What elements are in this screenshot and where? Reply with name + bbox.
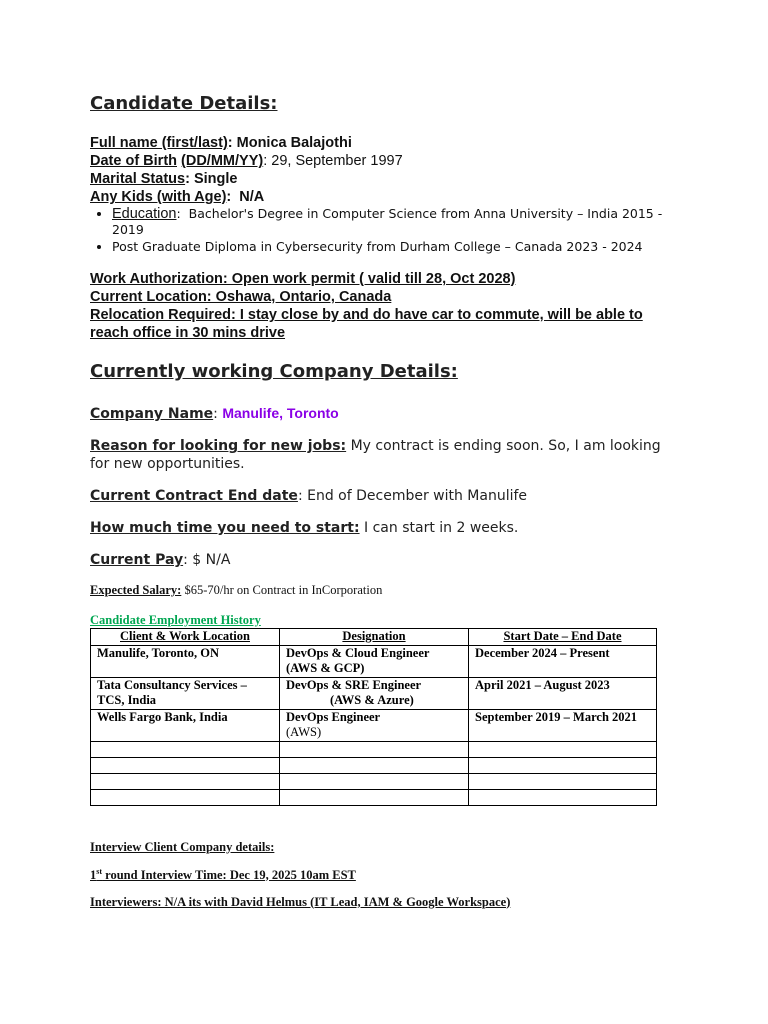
table-row — [91, 709, 657, 741]
work-section — [90, 270, 680, 342]
reason-value: My contract is ending soon. So, I am looking for new opportunities. — [90, 438, 661, 472]
table-row-empty — [91, 773, 657, 789]
column-header-designation: Designation — [280, 629, 469, 646]
contract-end-row: Current Contract End date: End of December with Manulife — [90, 488, 528, 504]
cell-dates: September 2019 – March 2021 — [469, 709, 657, 741]
round-text: round Interview Time: Dec 19, 2025 10am EST — [102, 867, 356, 882]
expected-salary-row — [90, 583, 680, 598]
marital-value: Single — [193, 171, 238, 187]
dob-format-label: (DD/MM/YY) — [181, 153, 264, 169]
education-item: • Education: Bachelor's Degree in Computer Science from Anna University – India 2015 - 2019 — [112, 206, 680, 237]
table-row-empty — [91, 741, 657, 757]
current-pay-row: Current Pay: $ N/A — [90, 552, 231, 568]
candidate-details-heading: Candidate Details: — [90, 93, 278, 114]
cell-designation — [280, 677, 469, 709]
cell-dates: April 2021 – August 2023 — [469, 677, 657, 709]
table-row — [91, 677, 657, 709]
reason-row — [90, 437, 680, 473]
client-line-2: TCS, India — [97, 693, 157, 707]
start-time-value: I can start in 2 weeks. — [364, 520, 519, 536]
interview-details-label: Interview Client Company details: — [90, 839, 275, 854]
table-row-empty — [91, 789, 657, 805]
table-row — [91, 645, 657, 677]
dob-row: Date of Birth (DD/MM/YY): 29, September 1997 — [90, 153, 403, 169]
designation-cloud: (AWS) — [286, 725, 322, 739]
client-line-1: Tata Consultancy Services – — [97, 677, 247, 692]
current-location: Current Location: Oshawa, Ontario, Canada — [90, 289, 392, 305]
relocation: Relocation Required: I stay close by and do have car to commute, will be able to reach office in 30 mins drive — [90, 307, 643, 341]
current-pay-label: Current Pay — [90, 552, 184, 568]
education-list — [90, 206, 680, 254]
full-name-label: Full name (first/last) — [90, 135, 228, 151]
contract-end-value: End of December with Manulife — [307, 488, 528, 504]
company-name-label: Company Name — [90, 406, 214, 422]
designation-cloud: (AWS & GCP) — [286, 661, 365, 675]
employment-history-table — [90, 628, 657, 806]
full-name-value: Monica Balajothi — [236, 135, 352, 151]
cell-client: Manulife, Toronto, ON — [91, 645, 280, 677]
education-2: Post Graduate Diploma in Cybersecurity from Durham College – Canada 2023 - 2024 — [112, 239, 643, 254]
expected-salary-value: $65-70/hr on Contract in InCorporation — [184, 583, 383, 597]
designation-title: DevOps & SRE Engineer — [286, 677, 422, 692]
designation-title: DevOps & Cloud Engineer — [286, 645, 430, 660]
table-row-empty — [91, 757, 657, 773]
expected-salary-label: Expected Salary: — [90, 583, 182, 597]
start-time-label: How much time you need to start: — [90, 520, 360, 536]
company-name-row: Company Name: Manulife, Toronto — [90, 405, 339, 422]
table-header-row — [91, 629, 657, 646]
round-number: 1 — [90, 867, 97, 882]
marital-label: Marital Status — [90, 171, 186, 187]
kids-value: N/A — [239, 189, 265, 205]
round-suffix: st — [96, 866, 103, 876]
cell-dates: December 2024 – Present — [469, 645, 657, 677]
company-details-heading: Currently working Company Details: — [90, 361, 458, 382]
employment-history-title: Candidate Employment History — [90, 613, 261, 627]
education-item — [112, 239, 680, 254]
interview-round-time — [90, 867, 680, 883]
column-header-dates: Start Date – End Date — [469, 629, 657, 646]
cell-client: Wells Fargo Bank, India — [91, 709, 280, 741]
interviewers: Interviewers: N/A its with David Helmus (IT Lead, IAM & Google Workspace) — [90, 894, 511, 909]
current-pay-value: $ N/A — [192, 552, 231, 568]
kids-label: Any Kids (with Age) — [90, 189, 227, 205]
company-name-value: Manulife, Toronto — [222, 405, 339, 421]
cell-designation — [280, 645, 469, 677]
dob-value: 29, September 1997 — [271, 153, 403, 169]
kids-row: Any Kids (with Age): N/A — [90, 189, 265, 205]
contract-end-label: Current Contract End date — [90, 488, 298, 504]
reason-label: Reason for looking for new jobs: — [90, 438, 347, 454]
education-1: Bachelor's Degree in Computer Science from Anna University – India 2015 - 2019 — [112, 206, 663, 237]
column-header-client: Client & Work Location — [91, 629, 280, 646]
work-authorization: Work Authorization: Open work permit ( valid till 28, Oct 2028) — [90, 271, 516, 287]
dob-label: Date of Birth — [90, 153, 177, 169]
full-name-row: Full name (first/last): Monica Balajothi — [90, 135, 352, 151]
designation-title: DevOps Engineer — [286, 709, 381, 724]
designation-cloud: (AWS & Azure) — [330, 693, 414, 707]
cell-designation — [280, 709, 469, 741]
education-label: Education — [112, 206, 177, 222]
document-page — [90, 92, 680, 910]
cell-client — [91, 677, 280, 709]
marital-row: Marital Status: Single — [90, 171, 238, 187]
start-time-row — [90, 519, 680, 537]
